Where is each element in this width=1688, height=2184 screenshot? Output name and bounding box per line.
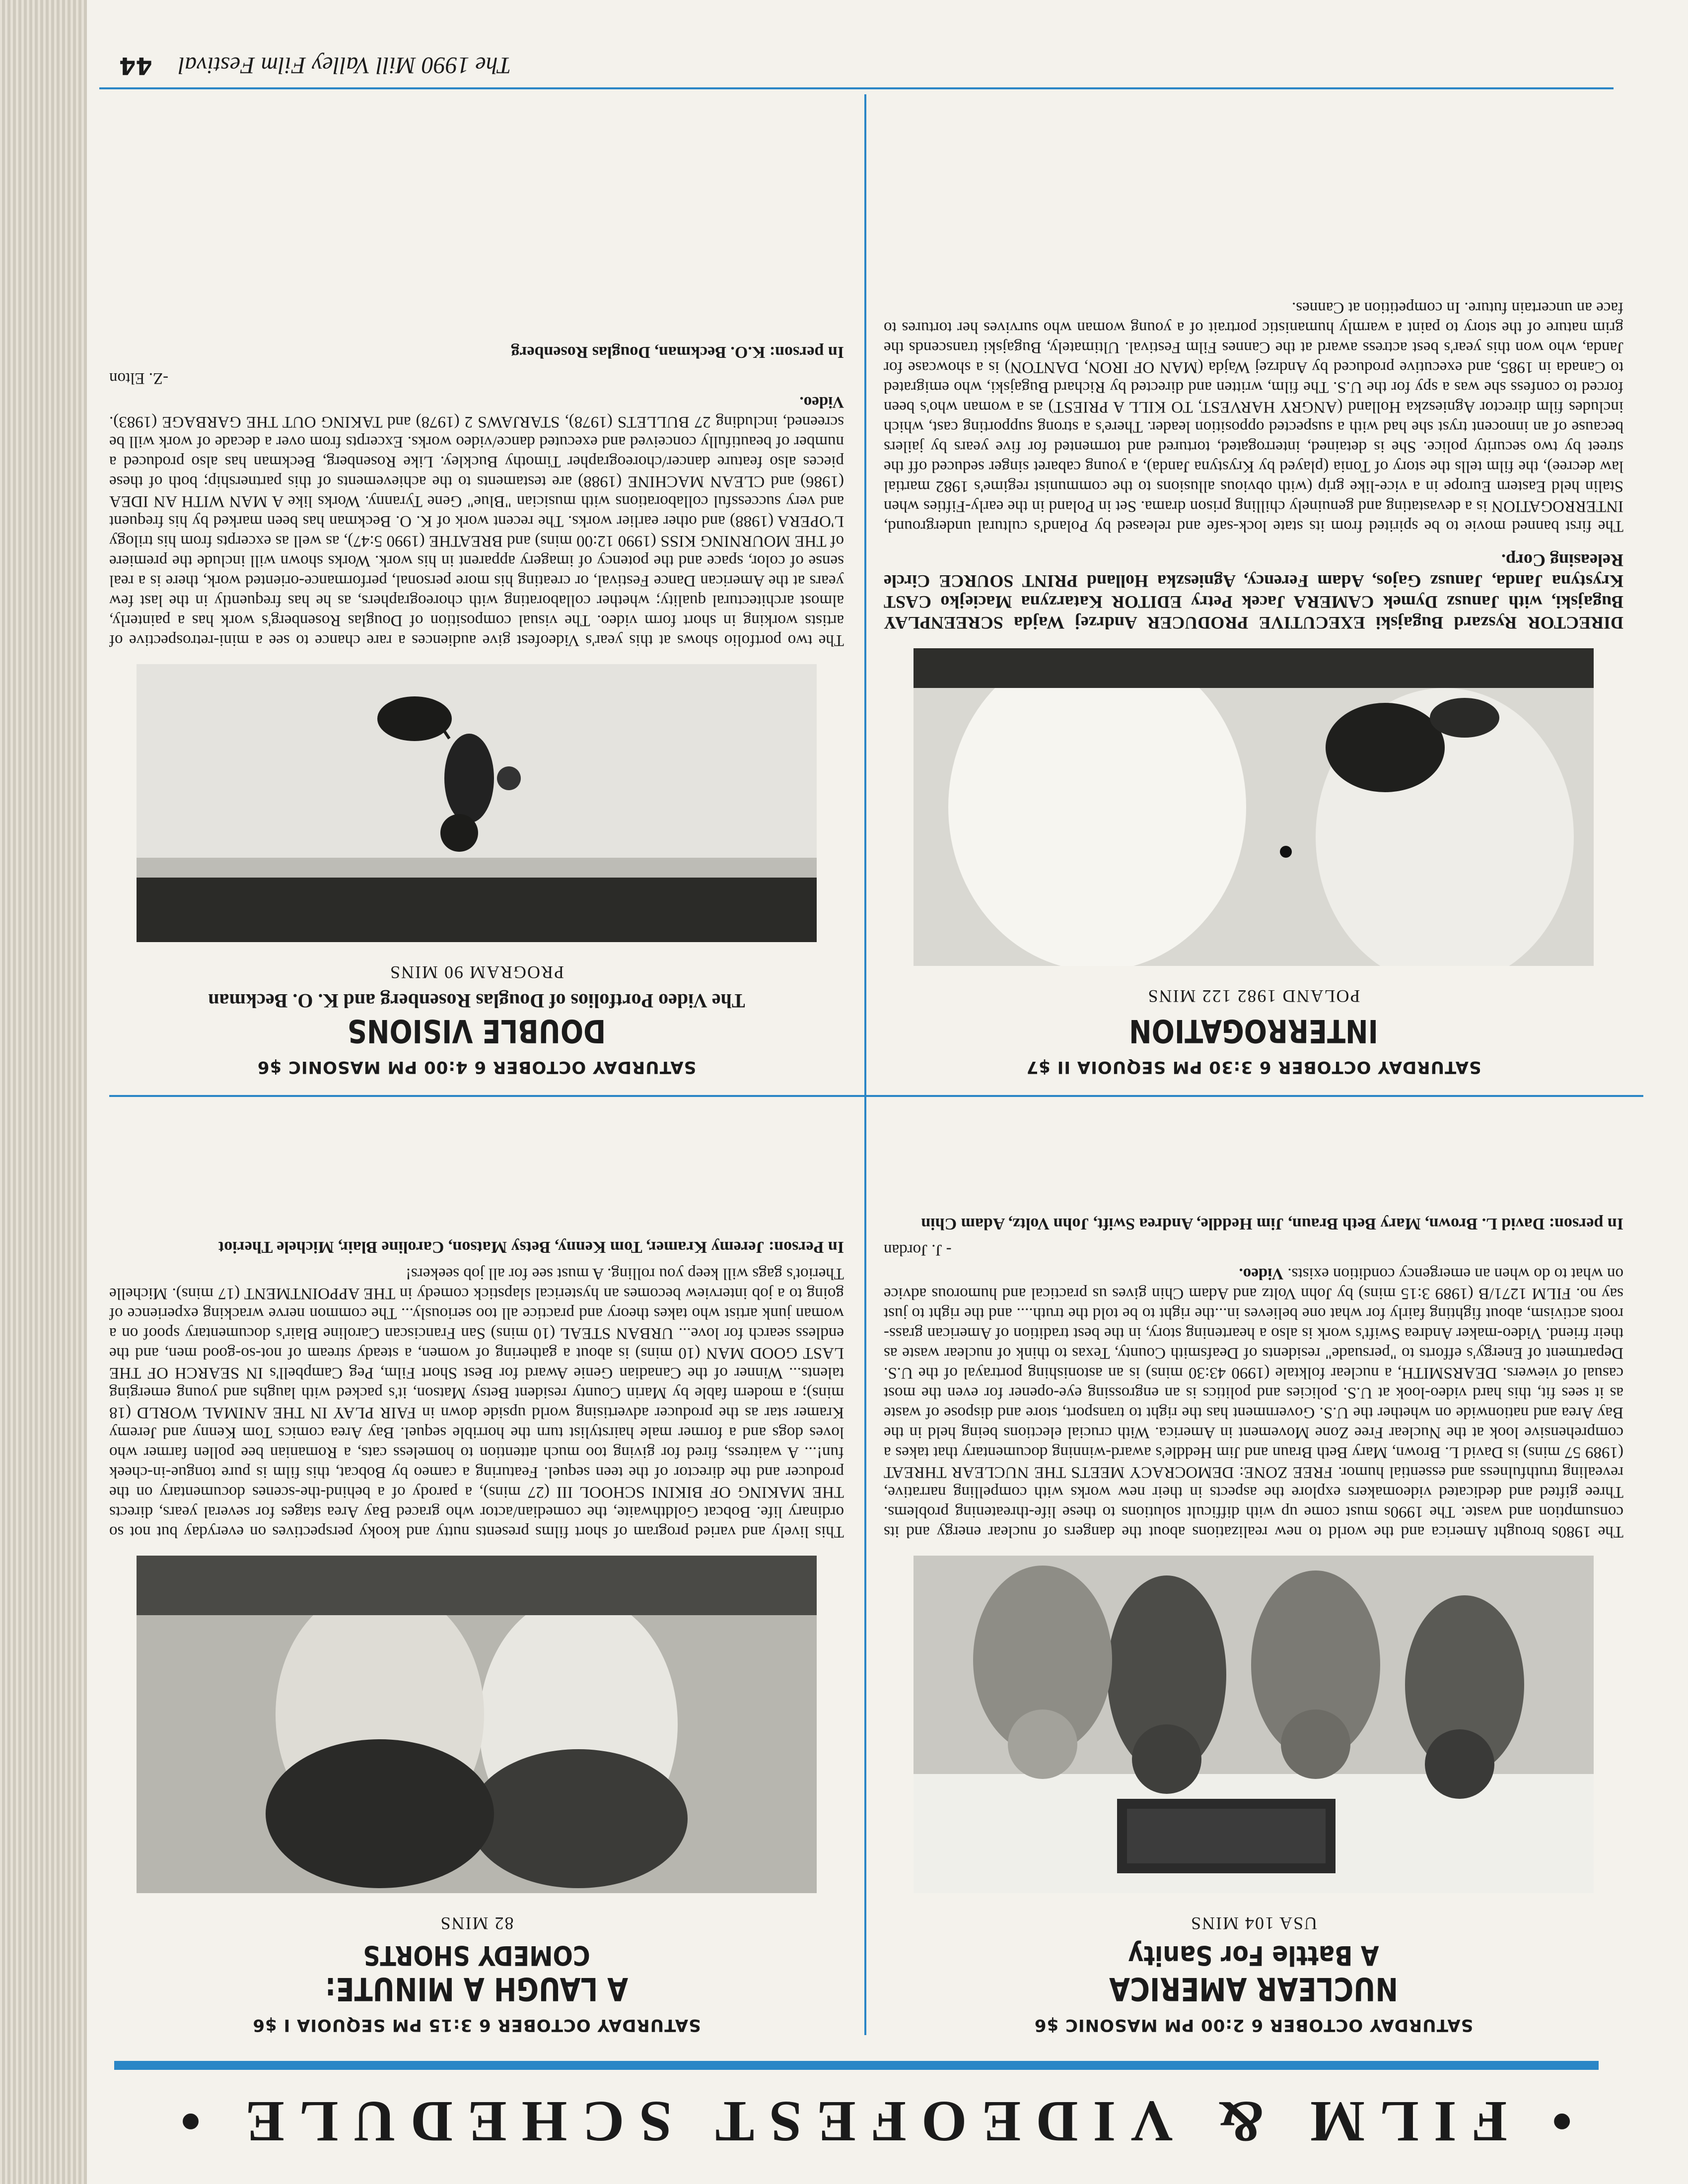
film-meta: USA 104 MINS <box>1190 1913 1318 1933</box>
film-description: This lively and varied program of short films presents nutty and kooky perspectives on everyday but not so ordinary life. Bobcat Goldthwaite, the comedian/actor who graced Bay Area stages for several years, directs THE MAKING OF BIKINI SCHOOL III (27 mins), a parody of a behind-the-scenes documentary on the producer and the director of the teen sequel. Featuring a cameo by Bobcat, this film is pure tongue-in-cheek fun!... A waitress, fired for giving too much attention to homeless cats, a Romanian bee pollen farmer who loves dogs and a former male hairstylist turn the horrible sequel. Bay Area comics Tom Kenny and Jeremy Kramer star as the producer advertising world upside down in FAIR PLAY IN THE ANIMAL WORLD (18 mins); a modern fable by Marin County resident Betsy Matson, it's packed with laughs and young emerging talents... Winner of the Canadian Genie Award for Best Short Film, Peg Campbell's IN SEARCH OF THE LAST GOOD MAN (10 mins) is about a gathering of women, a steady stream of not-so-good men, and the endless search for love... URBAN STEAL (10 mins) San Franciscan Caroline Blair's documentary spoof on a woman junk artist who takes theory and practice all too seriously... The common nerve wracking experience of going to a job interview becomes an hysterical slapstick comedy in THE APPOINTMENT (17 mins). Michelle Theriot's gags will keep you rolling. A must see for all job seekers! <box>109 1265 844 1541</box>
screening-info: SATURDAY OCTOBER 6 4:00 PM MASONIC $6 <box>257 1057 697 1077</box>
entry-laugh-a-minute <box>109 1237 844 2035</box>
film-meta: POLAND 1982 122 MINS <box>1147 986 1360 1006</box>
film-credits: DIRECTOR Ryszard Bugajski EXECUTIVE PRODUCER Andrzej Wajda SCREENPLAY Bugajski, with Janusz Dymek CAMERA Jacek Petry EDITOR Katarzyna Maciejko CAST Krystyna Janda, Janusz Gajos, Adam Ferency, Agnieszka Holland PRINT SOURCE Circle Releasing Corp. <box>884 550 1623 633</box>
film-title: NUCLEAR AMERICA <box>1109 1970 1398 2007</box>
still-photo <box>137 664 817 942</box>
in-person-guests: In Person: Jeremy Kramer, Tom Kenny, Betsy Matson, Caroline Blair, Michele Theriot <box>218 1238 844 1256</box>
column-divider-top <box>864 1097 866 2035</box>
in-person-guests: In person: K.O. Beckman, Douglas Rosenberg <box>511 343 844 361</box>
film-meta: 82 MINS <box>439 1913 514 1933</box>
masthead <box>109 2060 1628 2169</box>
description-text: The two portfolio shows at this year's Videofest give audiences a rare chance to see a mini-retrospective of artists working in short form video. The visual composition of Douglas Rosenberg's work has a painterly, almost architectural quality; whether collaborating with choreographers, as he has frequently in the last few years at the American Dance Festival, or creating his more personal, performance-oriented work, there is a real sense of color, space and the potency of imagery apparent in his work. Works shown will include the premiere of THE MOURNING KISS (1990 12:00 mins) and BREATHE (1990 5:47), as well as excerpts from his trilogy L'OPERA (1988) and other earlier works. The recent work of K. O. Beckman has been marked by his frequent and very successful collaborations with musician "Blue" Gene Tyranny. Works like A MAN WITH AN IDEA (1986) and CLEAN MACHINE (1988) are testaments to the achievements of this partnership; both of these pieces also feature dancer/choreographer Timothy Buckley. Like Rosenberg, Beckman has also produced a number of beautifully conceived and executed dance/video works. Excerpts from over a decade of work will be screened, including 27 BULLETS (1978), STARJAWS 2 (1978) and TAKING OUT THE GARBAGE (1983). <box>109 413 844 649</box>
film-title: A LAUGH A MINUTE: <box>325 1970 629 2007</box>
in-person-guests: In person: David L. Brown, Mary Beth Braun, Jim Heddle, Andrea Swift, John Voltz, Adam Chin <box>921 1215 1623 1233</box>
film-subtitle: A Battle For Sanity <box>1128 1940 1379 1971</box>
reviewer-signoff: -Z. Elton <box>109 369 169 387</box>
film-title: DOUBLE VISIONS <box>347 1012 606 1049</box>
film-meta: PROGRAM 90 MINS <box>389 962 564 982</box>
program-deck: The Video Portfolios of Douglas Rosenberg and K. O. Beckman <box>208 990 745 1012</box>
entry-nuclear-america <box>884 1214 1623 2035</box>
page-footer <box>99 45 1614 89</box>
film-subtitle: COMEDY SHORTS <box>363 1940 590 1971</box>
footer-rule <box>99 87 1614 89</box>
screening-info: SATURDAY OCTOBER 6 3:15 PM SEQUOIA I $6 <box>252 2015 701 2035</box>
column-divider-bottom <box>864 94 866 1097</box>
still-photo <box>137 1556 817 1893</box>
still-photo <box>914 648 1594 966</box>
reviewer-signoff: - J. Jordan <box>884 1241 952 1259</box>
description-text: The 1980s brought America and the world to new realizations about the dangers of nuclear energy and its consumption and waste. The 1990s must come up with difficult solutions to these life-threatening problems. Three gifted and dedicated videomakers explore the aspects in their new works with compelling narrative, revealing truthfulness and essential humor. FREE ZONE: DEMOCRACY MEETS THE NUCLEAR THREAT (1989 57 mins) is David L. Brown, Mary Beth Braun and Jim Heddle's award-winning documentary that takes a comprehensive look at the Nuclear Free Zone Movement in America. With crucial elections being held in the Bay Area and nationwide on whether the U.S. Government has the right to transport, store and dispose of waste as it sees fit, this hard video-look at U.S. policies and politics is an engrossing eye-opener for even the most casual of viewers. DEARSMITH, a nuclear folktale (1990 43:30 mins) is an astonishing portrayal of the U.S. Department of Energy's efforts to "persuade" residents of Deafsmith County, Texas to think of nuclear waste as their friend. Video-maker Andrea Swift's work is also a heartening story, in the best tradition of American grass-roots activism, about fighting fairly for what one believes in...the right to be told the truth.... and the right to just say no. FILM 1271/B (1989 3:15 mins) by John Voltz and Adam Chin gives us practical and humorous advice on what to do when an emergency condition exists. <box>884 1265 1623 1541</box>
video-tag: Video. <box>1239 1265 1284 1283</box>
masthead-rule <box>114 2061 1599 2070</box>
publication-name: The 1990 Mill Valley Film Festival <box>178 52 511 78</box>
film-description <box>109 392 844 650</box>
row-divider <box>109 1095 1643 1097</box>
film-description: The first banned movie to be spirited from its state lock-safe and released by Poland's cultural underground, INTERROGATION is a devastating and genuinely chilling prison drama. Set in Poland in the early-Fifties when Stalin held Eastern Europe in a vice-like grip (with obvious allusions to the communist regime's 1982 martial law decree), the film tells the story of Tonia (played by Krystyna Janda), a young cabaret singer seduced off the street by two security police. She is detained, interrogated, tortured and tormented for five years by jailers because of an innocent tryst she had with a suspected opposition leader. There's a strong supporting cast, which includes film director Agnieszka Holland (ANGRY HARVEST, TO KILL A PRIEST) as a woman who's been forced to confess she was a spy for the U.S. The film, written and directed by Richard Bugajski, who emigrated to Canada in 1985, and executive produced by Andrzej Wajda (MAN OF IRON, DANTON) is a showcase for Janda, who won this year's best actress award at the Cannes Film Festival. Ultimately, Bugajski transcends the grim nature of the story to paint a warmly humanistic portrait of a young woman who survives her tortures to face an uncertain future. In competition at Cannes. <box>884 299 1623 535</box>
page-edge <box>0 0 87 2184</box>
masthead-title: • FILM & VIDEOFEST SCHEDULE • <box>165 2089 1572 2154</box>
screening-info: SATURDAY OCTOBER 6 2:00 PM MASONIC $6 <box>1034 2015 1474 2035</box>
entry-double-visions <box>109 342 844 1077</box>
video-tag: Video. <box>799 393 844 411</box>
page-number: 44 <box>119 52 152 79</box>
still-photo <box>914 1556 1594 1893</box>
entry-interrogation <box>884 298 1623 1077</box>
film-title: INTERROGATION <box>1129 1012 1378 1049</box>
film-description <box>884 1264 1623 1542</box>
footer-text <box>119 52 511 79</box>
screening-info: SATURDAY OCTOBER 6 3:30 PM SEQUOIA II $7 <box>1026 1057 1481 1077</box>
